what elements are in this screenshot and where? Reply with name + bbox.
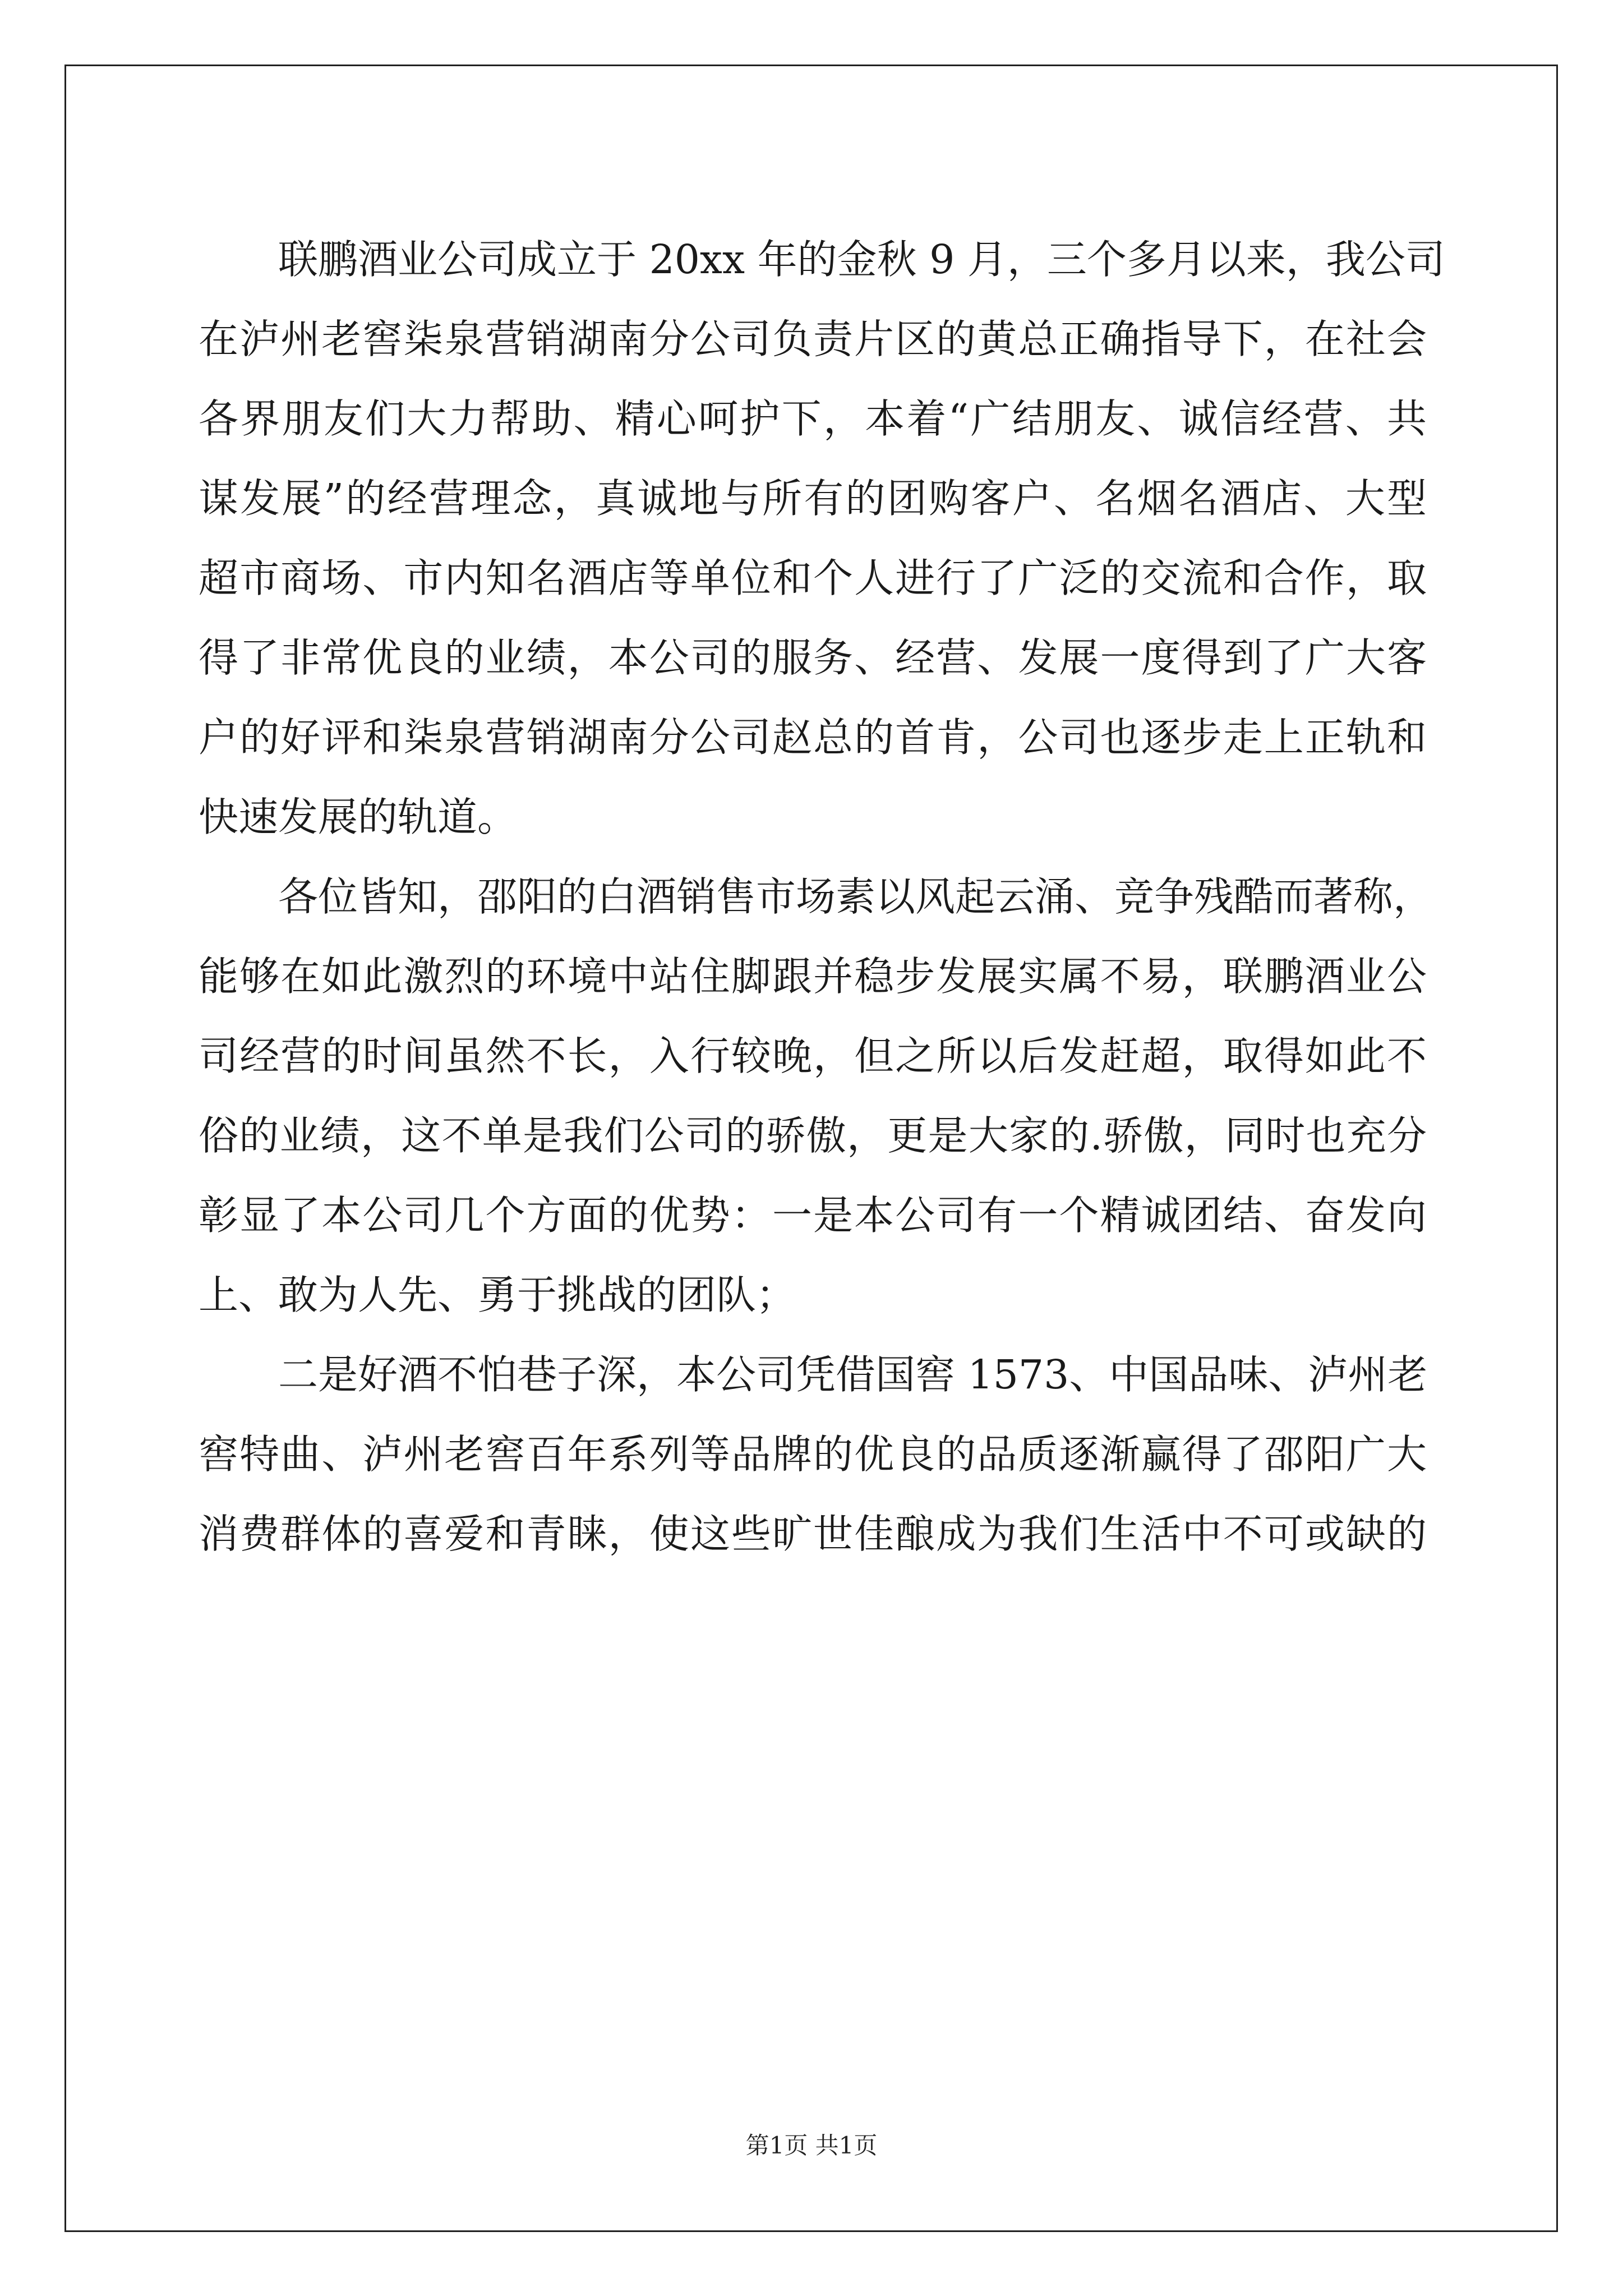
text-line: 各位皆知，邵阳的白酒销售市场素以风起云涌、竞争残酷而著称， bbox=[278, 873, 1433, 920]
text-line: 俗的业绩，这不单是我们公司的骄傲，更是大家的.骄傲，同时也充分 bbox=[199, 1112, 1427, 1159]
text-line: 消费群体的喜爱和青睐，使这些旷世佳酿成为我们生活中不可或缺的 bbox=[199, 1511, 1427, 1557]
text-line: 谋发展”的经营理念，真诚地与所有的团购客户、名烟名酒店、大型 bbox=[199, 475, 1427, 522]
text-line: 能够在如此激烈的环境中站住脚跟并稳步发展实属不易，联鹏酒业公 bbox=[199, 953, 1427, 1000]
text-line: 彰显了本公司几个方面的优势：一是本公司有一个精诚团结、奋发向 bbox=[199, 1192, 1427, 1239]
text-line: 户的好评和柒泉营销湖南分公司赵总的首肯，公司也逐步走上正轨和 bbox=[199, 714, 1427, 761]
text-line: 二是好酒不怕巷子深，本公司凭借国窖 1573、中国品味、泸州老 bbox=[278, 1351, 1428, 1398]
text-line: 超市商场、市内知名酒店等单位和个人进行了广泛的交流和合作，取 bbox=[199, 555, 1427, 601]
text-line: 各界朋友们大力帮助、精心呵护下，本着“广结朋友、诚信经营、共 bbox=[199, 395, 1427, 442]
page-footer: 第1页 共1页 bbox=[745, 2132, 878, 2159]
text-line: 窖特曲、泸州老窖百年系列等品牌的优良的品质逐渐赢得了邵阳广大 bbox=[199, 1431, 1427, 1478]
text-line: 快速发展的轨道。 bbox=[199, 794, 518, 840]
text-line: 上、敢为人先、勇于挑战的团队； bbox=[199, 1272, 796, 1318]
document-body bbox=[199, 220, 1445, 1574]
text-line: 司经营的时间虽然不长，入行较晚，但之所以后发赶超，取得如此不 bbox=[199, 1033, 1427, 1079]
text-line: 得了非常优良的业绩，本公司的服务、经营、发展一度得到了广大客 bbox=[199, 634, 1427, 681]
text-line: 联鹏酒业公司成立于 20xx 年的金秋 9 月，三个多月以来，我公司 bbox=[278, 236, 1445, 283]
text-line: 在泸州老窖柒泉营销湖南分公司负责片区的黄总正确指导下，在社会 bbox=[199, 316, 1427, 362]
